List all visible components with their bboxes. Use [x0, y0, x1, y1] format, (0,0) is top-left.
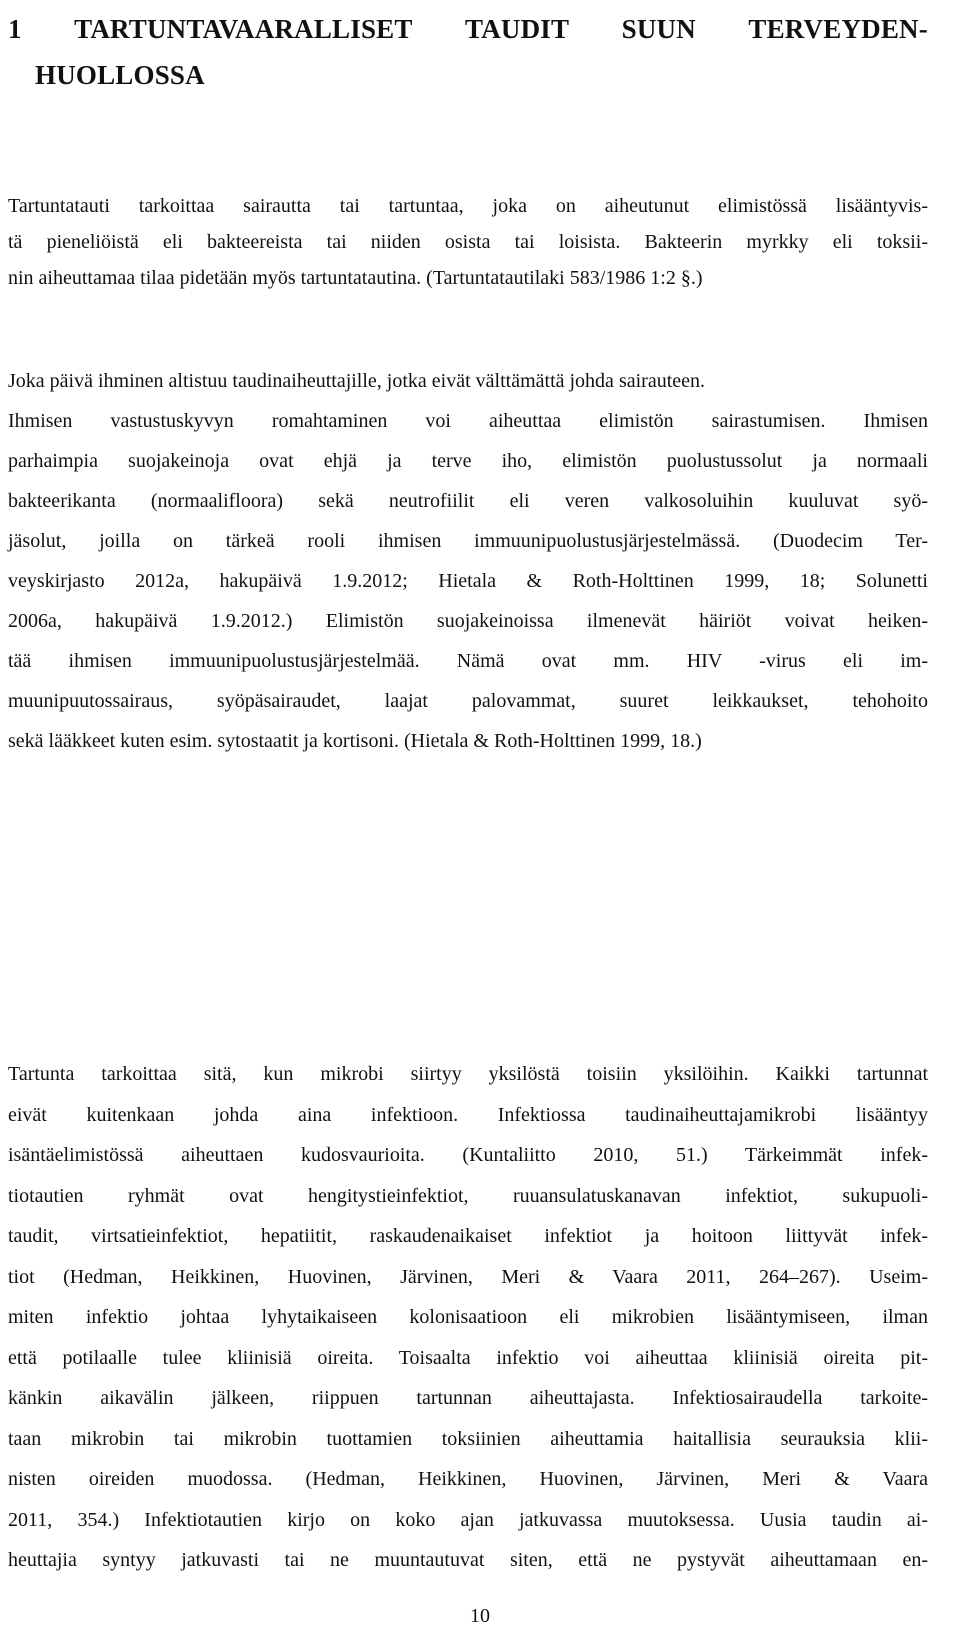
paragraph-line: heuttajia syntyy jatkuvasti tai ne muuntautuvat siten, että ne pystyvät aiheuttamaan en-	[8, 1549, 928, 1571]
chapter-heading	[8, 6, 928, 98]
paragraph-line: muunipuutossairaus, syöpäsairaudet, laajat palovammat, suuret leikkaukset, tehohoito	[8, 690, 928, 712]
paragraph-line: Tartuntatauti tarkoittaa sairautta tai tartuntaa, joka on aiheutunut elimistössä lisääntyvis-	[8, 195, 928, 217]
paragraph-line: taan mikrobin tai mikrobin tuottamien toksiinien aiheuttamia haitallisia seurauksia klii-	[8, 1427, 928, 1450]
paragraph-line: Ihmisen vastustuskyvyn romahtaminen voi aiheuttaa elimistön sairastumisen. Ihmisen	[8, 410, 928, 432]
paragraph-line: Joka päivä ihminen altistuu taudinaiheuttajille, jotka eivät välttämättä johda sairauteen.	[8, 370, 706, 392]
paragraph-immunity	[8, 361, 928, 761]
paragraph-line: sekä lääkkeet kuten esim. sytostaatit ja kortisoni. (Hietala & Roth-Holttinen 1999, 18.)	[8, 730, 702, 752]
paragraph-line: että potilaalle tulee kliinisiä oireita. Toisaalta infektio voi aiheuttaa kliinisiä oireita pit-	[8, 1346, 928, 1369]
paragraph-line: taudit, virtsatieinfektiot, hepatiitit, raskaudenaikaiset infektiot ja hoitoon liittyvät infek-	[8, 1225, 928, 1247]
paragraph-line: nin aiheuttamaa tilaa pidetään myös tartuntatautina. (Tartuntatautilaki 583/1986 1:2 §.)	[8, 267, 703, 289]
heading-word: 1	[8, 14, 22, 44]
heading-word: TARTUNTAVAARALLISET	[74, 14, 413, 44]
heading-word: TAUDIT	[465, 14, 570, 44]
paragraph-line: veyskirjasto 2012a, hakupäivä 1.9.2012; Hietala & Roth-Holttinen 1999, 18; Solunetti	[8, 570, 928, 592]
heading-line-2: HUOLLOSSA	[35, 60, 205, 90]
paragraph-definition	[8, 188, 928, 296]
heading-word: TERVEYDEN-	[748, 14, 928, 44]
paragraph-line: tä pieneliöistä eli bakteereista tai niiden osista tai loisista. Bakteerin myrkky eli toksii-	[8, 231, 928, 253]
paragraph-line: parhaimpia suojakeinoja ovat ehjä ja terve iho, elimistön puolustussolut ja normaali	[8, 450, 928, 472]
paragraph-line: eivät kuitenkaan johda aina infektioon. Infektiossa taudinaiheuttajamikrobi lisääntyy	[8, 1103, 928, 1126]
paragraph-line: känkin aikavälin jälkeen, riippuen tartunnan aiheuttajasta. Infektiosairaudella tarkoite-	[8, 1387, 928, 1409]
paragraph-line: tää ihmisen immuunipuolustusjärjestelmää. Nämä ovat mm. HIV -virus eli im-	[8, 650, 928, 672]
paragraph-line: tiotautien ryhmät ovat hengitystieinfektiot, ruuansulatuskanavan infektiot, sukupuoli-	[8, 1184, 928, 1207]
heading-word: SUUN	[621, 14, 696, 44]
paragraph-infection	[8, 1054, 928, 1581]
paragraph-line: miten infektio johtaa lyhytaikaiseen kolonisaatioon eli mikrobien lisääntymiseen, ilman	[8, 1306, 928, 1328]
paragraph-line: 2006a, hakupäivä 1.9.2012.) Elimistön suojakeinoissa ilmenevät häiriöt voivat heiken-	[8, 610, 928, 632]
paragraph-line: isäntäelimistössä aiheuttaen kudosvaurioita. (Kuntaliitto 2010, 51.) Tärkeimmät infek-	[8, 1144, 928, 1166]
paragraph-line: nisten oireiden muodossa. (Hedman, Heikkinen, Huovinen, Järvinen, Meri & Vaara	[8, 1468, 928, 1490]
paragraph-line: tiot (Hedman, Heikkinen, Huovinen, Järvinen, Meri & Vaara 2011, 264–267). Useim-	[8, 1265, 928, 1288]
paragraph-line: Tartunta tarkoittaa sitä, kun mikrobi siirtyy yksilöstä toisiin yksilöihin. Kaikki tartunnat	[8, 1063, 928, 1085]
paragraph-line: bakteerikanta (normaalifloora) sekä neutrofiilit eli veren valkosoluihin kuuluvat syö-	[8, 490, 928, 512]
page-number: 10	[470, 1605, 490, 1627]
heading-line-1	[8, 6, 928, 52]
paragraph-line: 2011, 354.) Infektiotautien kirjo on koko ajan jatkuvassa muutoksessa. Uusia taudin ai-	[8, 1508, 928, 1531]
paragraph-line: jäsolut, joilla on tärkeä rooli ihmisen immuunipuolustusjärjestelmässä. (Duodecim Ter-	[8, 530, 928, 552]
